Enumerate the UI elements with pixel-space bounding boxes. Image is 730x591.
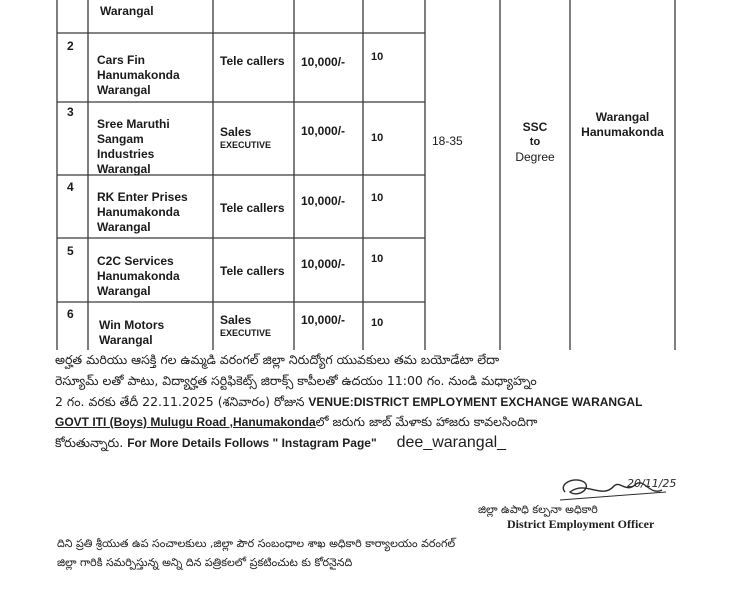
row3-number: 3 — [67, 105, 74, 119]
signature-date: 20/11/25 — [627, 477, 677, 490]
body-line-1: అర్హత మరియు ఆసక్తి గల ఉమ్మడి వరంగల్ జిల్లా నిరుద్యోగ యువకులు తమ బయోడేటా లేదా — [55, 352, 500, 367]
row2-company: Cars Fin Hanumakonda Warangal — [97, 53, 180, 97]
row5-company: C2C Services Hanumakonda Warangal — [97, 254, 180, 298]
instagram-handle: dee_warangal_ — [396, 434, 507, 451]
row1-company: Warangal — [100, 4, 154, 18]
row5-role: Tele callers — [220, 264, 285, 278]
row2-salary: 10,000/- — [301, 55, 346, 69]
row6-role: Sales EXECUTIVE — [220, 313, 272, 338]
qualification: SSC to Degree — [515, 120, 555, 164]
row2-count: 10 — [371, 51, 384, 63]
venue-text: VENUE:DISTRICT EMPLOYMENT EXCHANGE WARANGAL — [308, 395, 643, 409]
footer-line-1: దిని ప్రతి శ్రీయుత ఉప సంచాలకులు ,జిల్లా పౌర సంబంధాల శాఖ అధికారి కార్యాలయం వరంగల్ — [57, 537, 456, 550]
row3-count: 10 — [371, 132, 384, 144]
row4-role: Tele callers — [220, 201, 285, 215]
row3-role: Sales EXECUTIVE — [220, 125, 272, 150]
row3-company: Sree Maruthi Sangam Industries Warangal — [97, 117, 170, 176]
row4-count: 10 — [371, 192, 384, 204]
row5-number: 5 — [67, 244, 74, 258]
row3-salary: 10,000/- — [301, 124, 346, 138]
row6-count: 10 — [371, 317, 384, 329]
body-line-4: GOVT ITI (Boys) Mulugu Road ,Hanumakondaలో జరుగు జాబ్ మేళాకు హాజరు కావలసిందిగా — [55, 414, 538, 429]
row4-salary: 10,000/- — [301, 194, 346, 208]
age-range: 18-35 — [432, 134, 463, 148]
row5-salary: 10,000/- — [301, 257, 346, 271]
row6-company: Win Motors Warangal — [99, 318, 165, 347]
row2-number: 2 — [67, 39, 74, 53]
row2-role: Tele callers — [220, 54, 285, 68]
venue-address: GOVT ITI (Boys) Mulugu Road ,Hanumakonda — [55, 415, 316, 429]
row4-number: 4 — [67, 180, 74, 194]
location: Warangal Hanumakonda — [581, 110, 664, 139]
footer-line-2: జిల్లా గారికి సమర్పిస్తున్న అన్ని దిన పత్రికలలో ప్రకటించుట కు కోరనైనది — [57, 556, 353, 569]
row6-number: 6 — [67, 307, 74, 321]
body-line-2: రెస్యూమ్ లతో పాటు, విద్యార్హత సర్టిఫికెట్స్ జిరాక్స్ కాపీలతో ఉదయం 11:00 గం. నుండి మధ్యాహ్నం — [55, 373, 537, 388]
body-line-3: 2 గం. వరకు తేదీ 22.11.2025 (శనివారం) రోజున VENUE:DISTRICT EMPLOYMENT EXCHANGE WARANGAL — [55, 394, 643, 409]
officer-title-english: District Employment Officer — [507, 517, 655, 531]
row6-salary: 10,000/- — [301, 313, 346, 327]
row4-company: RK Enter Prises Hanumakonda Warangal — [97, 190, 188, 234]
body-line-5: కోరుతున్నారు. For More Details Follows " Instagram Page" dee_warangal_ — [55, 434, 507, 451]
officer-title-telugu: జిల్లా ఉపాధి కల్పనా అధికారి — [478, 503, 598, 516]
instagram-note: For More Details Follows " Instagram Page" — [127, 436, 377, 450]
row5-count: 10 — [371, 253, 384, 265]
